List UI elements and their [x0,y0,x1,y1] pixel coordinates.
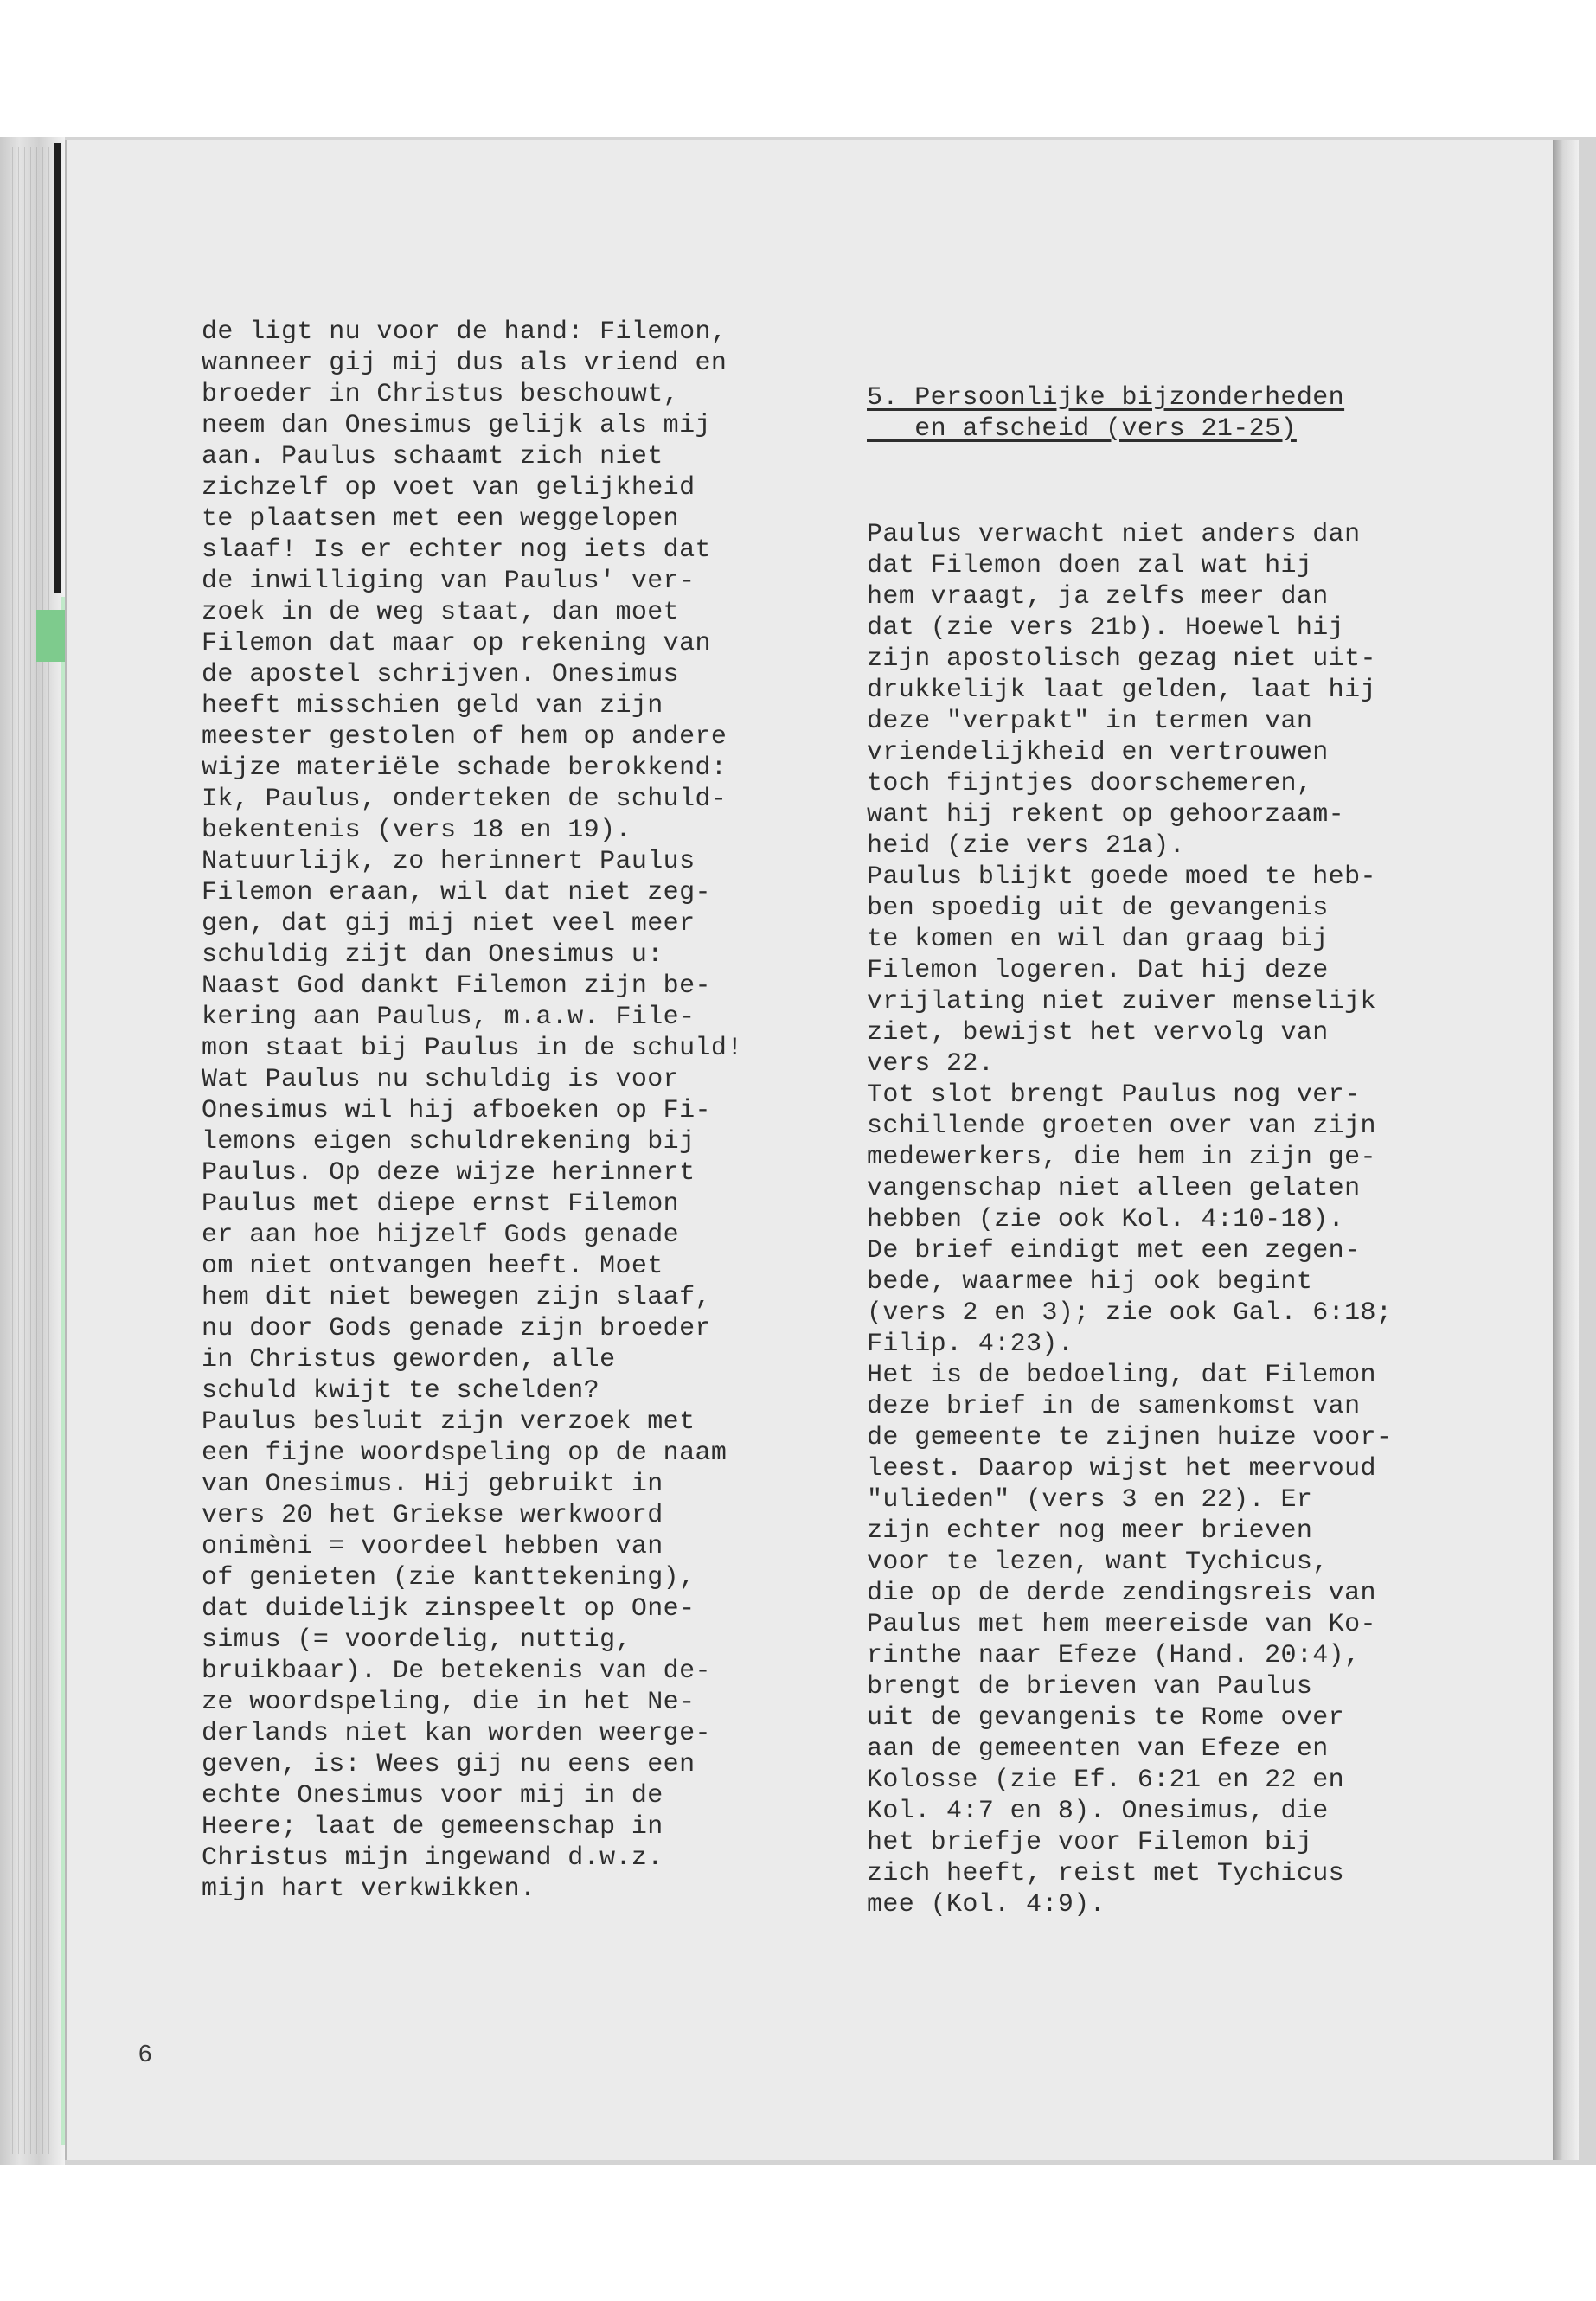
text-line: vangenschap niet alleen gelaten [867,1174,1361,1203]
text-line: geven, is: Wees gij nu eens een [202,1750,695,1779]
text-line: toch fijntjes doorschemeren, [867,769,1313,798]
text-line: de ligt nu voor de hand: Filemon, [202,317,727,347]
text-line: Paulus verwacht niet anders dan [867,520,1361,549]
text-line: Paulus blijkt goede moed te heb- [867,862,1376,892]
text-line: De brief eindigt met een zegen- [867,1236,1361,1266]
text-line: om niet ontvangen heeft. Moet [202,1252,663,1281]
text-line: te plaatsen met een weggelopen [202,504,680,534]
text-line: deze brief in de samenkomst van [867,1392,1361,1421]
text-line: Onesimus wil hij afboeken op Fi- [202,1096,711,1125]
text-line: Paulus besluit zijn verzoek met [202,1407,695,1437]
text-line: schuld kwijt te schelden? [202,1376,600,1406]
text-line: dat duidelijk zinspeelt op One- [202,1594,695,1624]
text-line: Filemon logeren. Dat hij deze [867,956,1329,985]
section-body [867,519,1392,1920]
text-line: Filemon dat maar op rekening van [202,629,711,658]
section-heading [867,382,1392,445]
text-line: (vers 2 en 3); zie ook Gal. 6:18; [867,1298,1393,1328]
text-line: Paulus met diepe ernst Filemon [202,1189,680,1219]
text-line: mijn hart verkwikken. [202,1875,536,1904]
spine-binding [54,143,61,593]
text-line: medewerkers, die hem in zijn ge- [867,1143,1376,1172]
text-line: wijze materiële schade berokkend: [202,753,727,783]
text-line: rinthe naar Efeze (Hand. 20:4), [867,1641,1361,1670]
text-line: vers 22. [867,1049,995,1079]
text-line: Het is de bedoeling, dat Filemon [867,1361,1376,1390]
text-line: de inwilliging van Paulus' ver- [202,567,695,596]
text-line: ziet, bewijst het vervolg van [867,1018,1329,1048]
text-line: kering aan Paulus, m.a.w. File- [202,1003,695,1032]
text-line: slaaf! Is er echter nog iets dat [202,535,711,565]
text-line: mee (Kol. 4:9). [867,1890,1106,1920]
text-line: zichzelf op voet van gelijkheid [202,473,695,503]
text-line: Kol. 4:7 en 8). Onesimus, die [867,1797,1329,1826]
text-line: neem dan Onesimus gelijk als mij [202,411,711,440]
text-line: leest. Daarop wijst het meervoud [867,1454,1376,1484]
text-line: bruikbaar). De betekenis van de- [202,1657,711,1686]
text-line: of genieten (zie kanttekening), [202,1563,695,1593]
text-line: Wat Paulus nu schuldig is voor [202,1065,680,1094]
text-line: er aan hoe hijzelf Gods genade [202,1221,680,1250]
text-line: vriendelijkheid en vertrouwen [867,738,1329,767]
text-line: simus (= voordelig, nuttig, [202,1625,631,1655]
text-line: van Onesimus. Hij gebruikt in [202,1470,663,1499]
text-line: Natuurlijk, zo herinnert Paulus [202,847,695,876]
text-line: de apostel schrijven. Onesimus [202,660,680,689]
text-line: Kolosse (zie Ef. 6:21 en 22 en [867,1766,1345,1795]
text-line: heid (zie vers 21a). [867,831,1186,861]
text-line: die op de derde zendingsreis van [867,1579,1376,1608]
text-line: schuldig zijt dan Onesimus u: [202,940,663,970]
text-line: Naast God dankt Filemon zijn be- [202,971,711,1001]
text-line: voor te lezen, want Tychicus, [867,1548,1329,1577]
left-text-column [202,317,743,1905]
text-line: hem dit niet bewegen zijn slaaf, [202,1283,711,1312]
text-line: nu door Gods genade zijn broeder [202,1314,711,1343]
text-line: lemons eigen schuldrekening bij [202,1127,695,1157]
text-line: gen, dat gij mij niet veel meer [202,909,695,939]
text-line: wanneer gij mij dus als vriend en [202,349,727,378]
text-line: Paulus met hem meereisde van Ko- [867,1610,1376,1639]
text-line: bekentenis (vers 18 en 19). [202,816,631,845]
text-line: aan. Paulus schaamt zich niet [202,442,663,471]
text-line: ze woordspeling, die in het Ne- [202,1688,695,1717]
text-line: dat Filemon doen zal wat hij [867,551,1313,580]
text-line: de gemeente te zijnen huize voor- [867,1423,1393,1452]
text-line: schillende groeten over van zijn [867,1112,1376,1141]
text-line: bede, waarmee hij ook begint [867,1267,1313,1297]
text-line: dat (zie vers 21b). Hoewel hij [867,613,1345,643]
page-number: 6 [138,2040,152,2067]
text-line: zoek in de weg staat, dan moet [202,598,680,627]
text-line: "ulieden" (vers 3 en 22). Er [867,1485,1313,1515]
text-line: ben spoedig uit de gevangenis [867,894,1329,923]
text-line: in Christus geworden, alle [202,1345,616,1375]
text-line: want hij rekent op gehoorzaam- [867,800,1345,830]
text-line: derlands niet kan worden weerge- [202,1719,711,1748]
text-line: zich heeft, reist met Tychicus [867,1859,1345,1888]
text-line: hem vraagt, ja zelfs meer dan [867,582,1329,612]
text-line: Filip. 4:23). [867,1330,1074,1359]
text-line: Ik, Paulus, onderteken de schuld- [202,785,727,814]
page-edges [7,147,50,2154]
text-line: zijn echter nog meer brieven [867,1516,1313,1546]
text-line: Christus mijn ingewand d.w.z. [202,1843,663,1873]
text-line: vrijlating niet zuiver menselijk [867,987,1376,1016]
text-line: het briefje voor Filemon bij [867,1828,1313,1857]
text-line: zijn apostolisch gezag niet uit- [867,644,1376,674]
text-line: Tot slot brengt Paulus nog ver- [867,1080,1361,1110]
text-line: Filemon eraan, wil dat niet zeg- [202,878,711,907]
text-line: echte Onesimus voor mij in de [202,1781,663,1811]
text-line: Heere; laat de gemeenschap in [202,1812,663,1842]
text-line: meester gestolen of hem op andere [202,722,727,752]
text-line: een fijne woordspeling op de naam [202,1439,727,1468]
text-line: brengt de brieven van Paulus [867,1672,1313,1702]
right-text-column [867,320,1392,1952]
text-line: te komen en wil dan graag bij [867,925,1329,954]
text-line: Paulus. Op deze wijze herinnert [202,1158,695,1188]
text-line: uit de gevangenis te Rome over [867,1703,1345,1733]
text-line: aan de gemeenten van Efeze en [867,1734,1329,1764]
text-line: drukkelijk laat gelden, laat hij [867,676,1376,705]
text-line: deze "verpakt" in termen van [867,707,1313,736]
page-right-edge [1553,140,1579,2160]
text-line: mon staat bij Paulus in de schuld! [202,1034,743,1063]
heading-line: en afscheid (vers 21-25) [867,414,1297,444]
text-line: hebben (zie ook Kol. 4:10-18). [867,1205,1345,1234]
text-line: vers 20 het Griekse werkwoord [202,1501,663,1530]
text-line: onimèni = voordeel hebben van [202,1532,663,1561]
text-line: heeft misschien geld van zijn [202,691,663,721]
text-line: broeder in Christus beschouwt, [202,380,680,409]
heading-line: 5. Persoonlijke bijzonderheden [867,383,1345,413]
